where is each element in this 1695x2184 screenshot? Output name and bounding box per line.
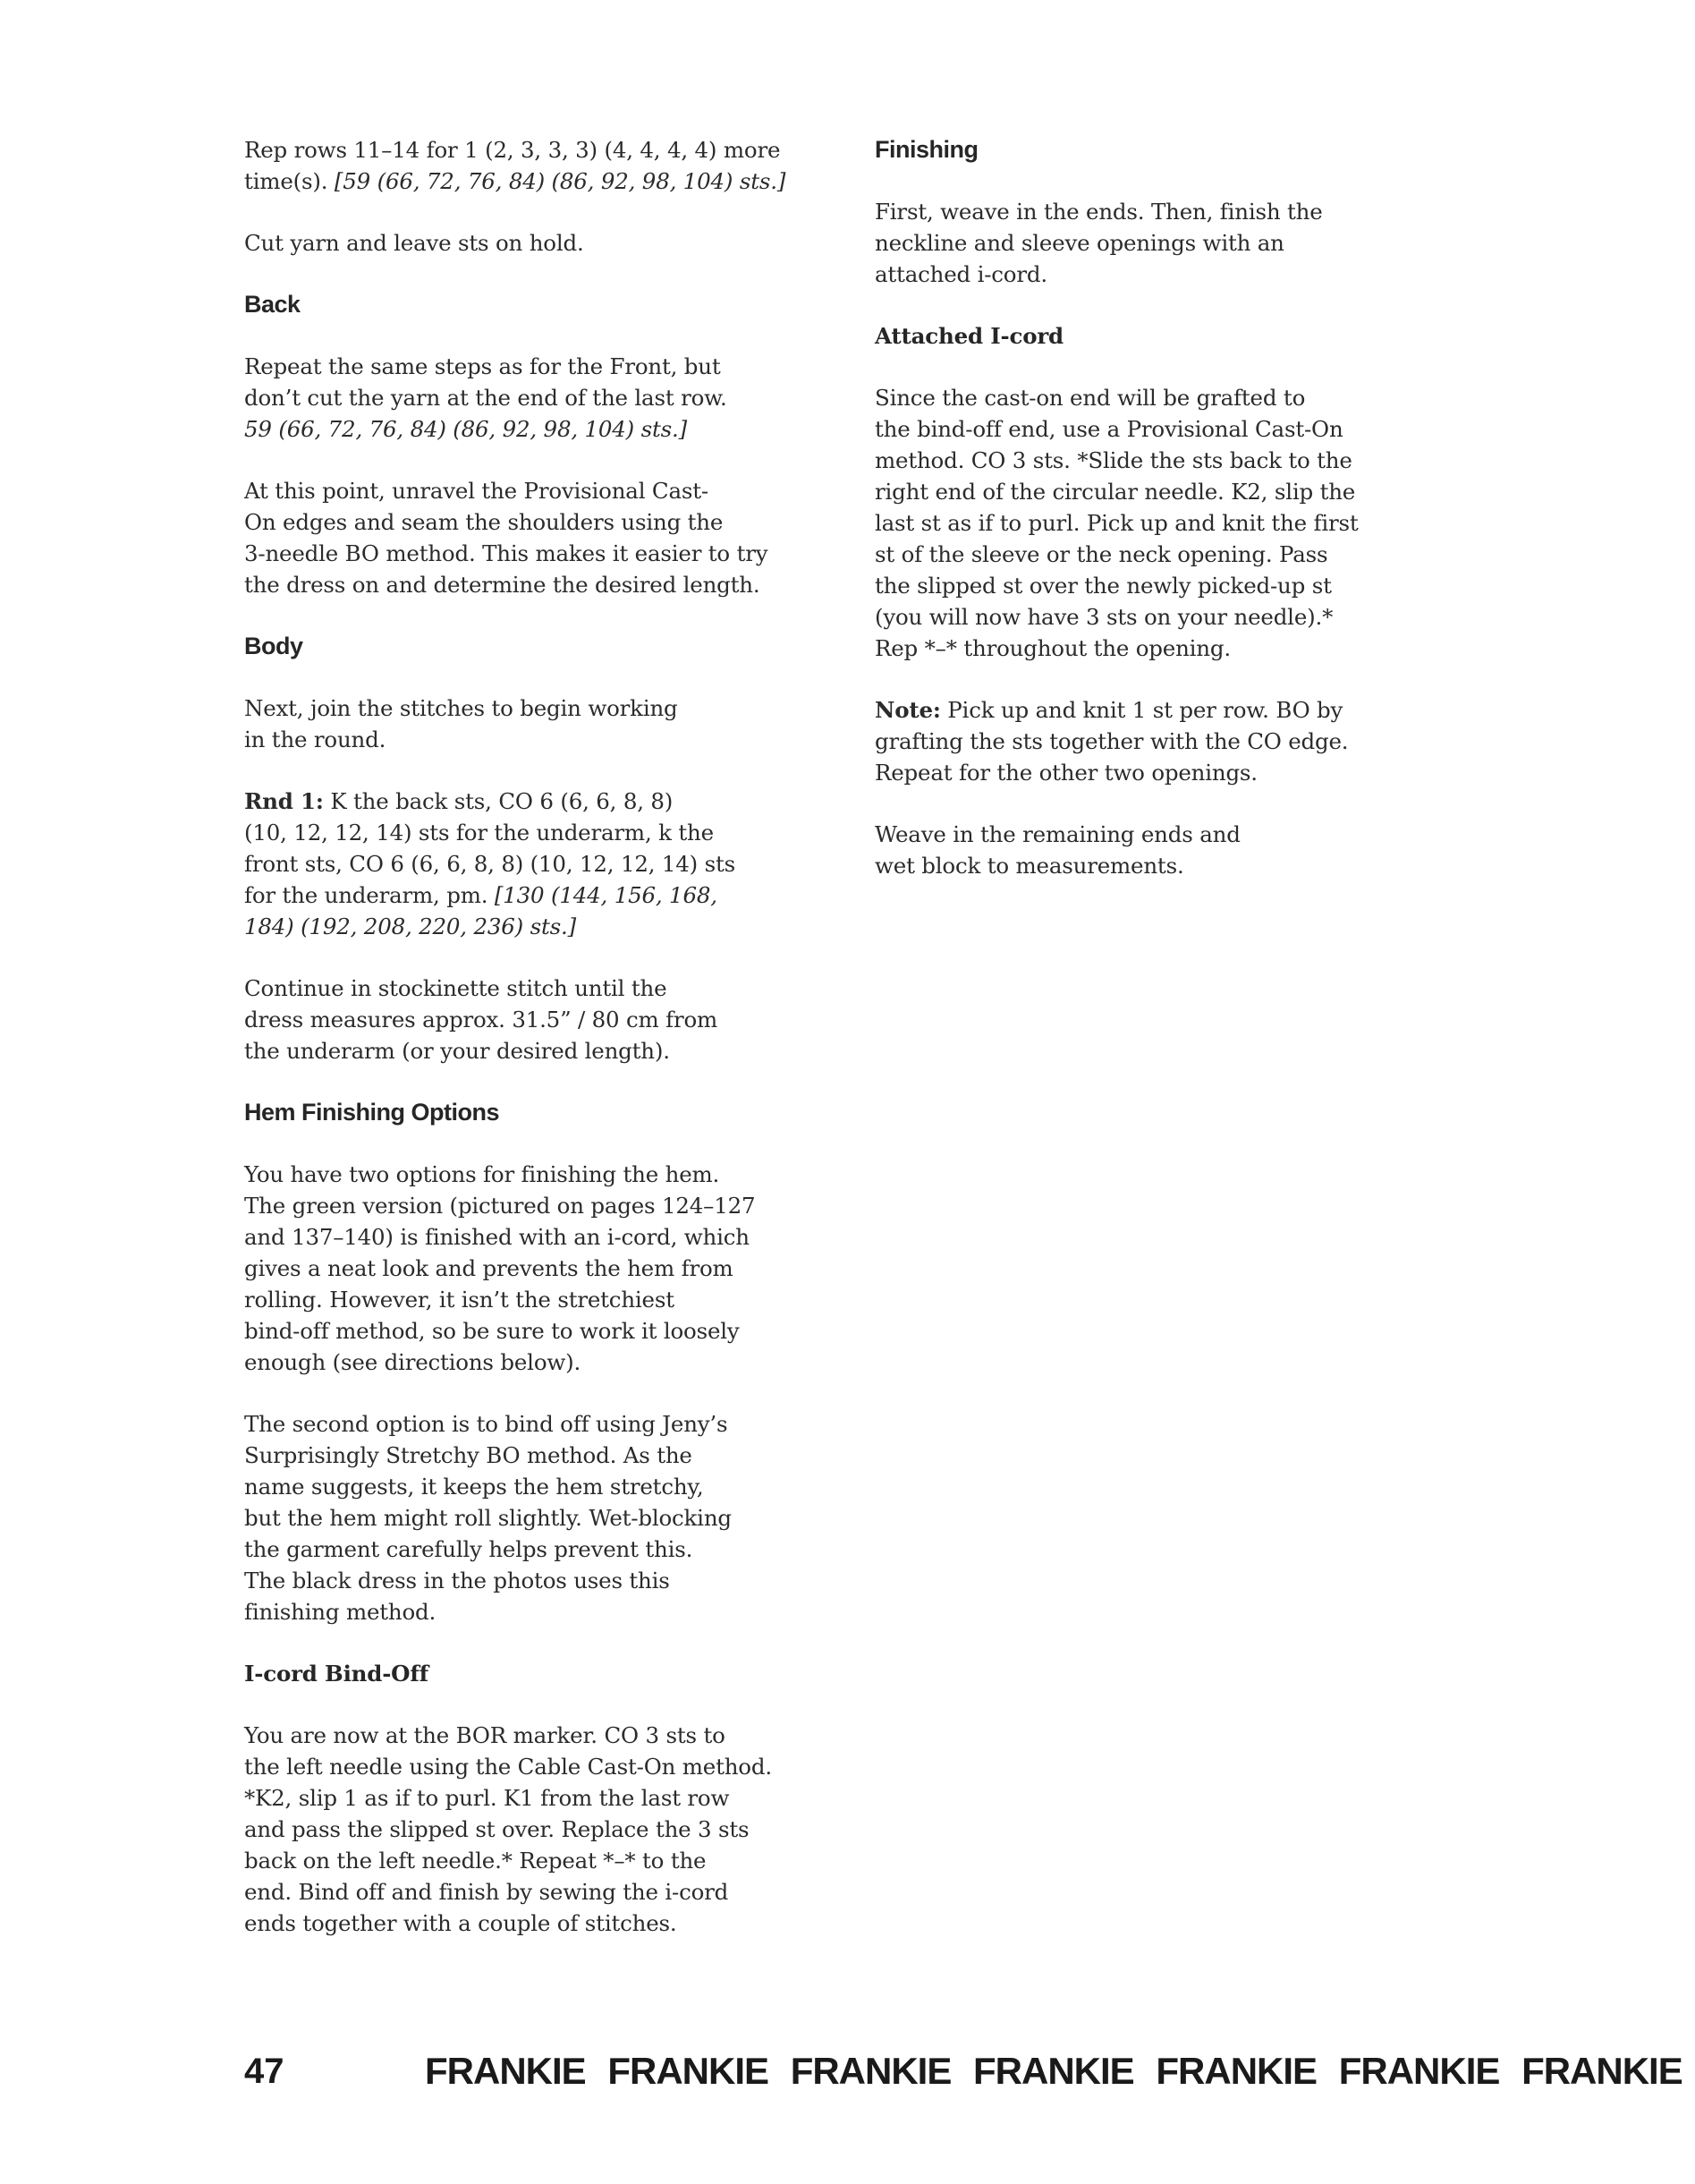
section-heading-body: Body	[244, 633, 303, 659]
note-label: Note:	[875, 697, 941, 723]
text-line: grafting the sts together with the CO edge.	[875, 728, 1349, 754]
stitch-count: 59 (66, 72, 76, 84) (86, 92, 98, 104) sts.]	[244, 416, 687, 442]
paragraph-rnd-1	[244, 786, 781, 942]
paragraph-weave-ends	[875, 196, 1411, 290]
text-line: (10, 12, 12, 14) sts for the underarm, k the	[244, 820, 714, 846]
text-line: Repeat for the other two openings.	[875, 760, 1258, 786]
text-line: You are now at the BOR marker. CO 3 sts to	[244, 1722, 725, 1748]
text-line: and pass the slipped st over. Replace the 3 sts	[244, 1816, 750, 1842]
text-line: Since the cast-on end will be grafted to	[875, 385, 1306, 411]
text-line: attached i-cord.	[875, 261, 1047, 287]
text-line: end. Bind off and finish by sewing the i-cord	[244, 1879, 729, 1905]
text-line: bind-off method, so be sure to work it loosely	[244, 1318, 740, 1344]
paragraph-unravel	[244, 475, 781, 600]
text-line: The black dress in the photos uses this	[244, 1568, 670, 1593]
paragraph-hem-options	[244, 1159, 781, 1378]
text-line	[244, 880, 781, 911]
paragraph-attached-icord	[875, 382, 1411, 664]
paragraph-stockinette	[244, 973, 781, 1067]
text-line: Cut yarn and leave sts on hold.	[244, 230, 584, 256]
text-line: name suggests, it keeps the hem stretchy,	[244, 1474, 704, 1500]
right-column	[875, 134, 1411, 912]
stitch-count: [59 (66, 72, 76, 84) (86, 92, 98, 104) sts.]	[334, 168, 786, 194]
text-line: First, weave in the ends. Then, finish the	[875, 199, 1323, 225]
text-fragment: for the underarm, pm.	[244, 882, 495, 908]
text-line: the left needle using the Cable Cast-On method.	[244, 1754, 772, 1780]
text-line: neckline and sleeve openings with an	[875, 230, 1284, 256]
brand-word: FRANKIE	[607, 2050, 769, 2092]
text-line: On edges and seam the shoulders using the	[244, 509, 724, 535]
text-line: Continue in stockinette stitch until the	[244, 975, 667, 1001]
text-line: Surprisingly Stretchy BO method. As the	[244, 1442, 692, 1468]
text-line	[244, 786, 781, 817]
text-line: Rep *–* throughout the opening.	[875, 635, 1231, 661]
text-line: back on the left needle.* Repeat *–* to the	[244, 1848, 707, 1874]
section-heading-back: Back	[244, 291, 301, 318]
brand-word: FRANKIE	[1338, 2050, 1500, 2092]
text-line: At this point, unravel the Provisional Cast-	[244, 478, 708, 504]
text-line: and 137–140) is finished with an i-cord, which	[244, 1224, 750, 1250]
text-line: the bind-off end, use a Provisional Cast-On	[875, 416, 1343, 442]
paragraph-rep-rows	[244, 134, 786, 197]
text-fragment: time(s).	[244, 168, 335, 194]
text-line: don’t cut the yarn at the end of the last row.	[244, 385, 727, 411]
text-line: Weave in the remaining ends and	[875, 821, 1241, 847]
stitch-count: 184) (192, 208, 220, 236) sts.]	[244, 914, 576, 939]
text-line: finishing method.	[244, 1599, 436, 1625]
text-line: 3-needle BO method. This makes it easier to try	[244, 540, 768, 566]
brand-word: FRANKIE	[1156, 2050, 1318, 2092]
stitch-count: [130 (144, 156, 168,	[494, 882, 717, 908]
text-line: The second option is to bind off using Jeny’s	[244, 1411, 728, 1437]
text-line: in the round.	[244, 727, 386, 752]
paragraph-back	[244, 351, 781, 445]
brand-word: FRANKIE	[973, 2050, 1134, 2092]
text-line	[244, 166, 786, 197]
paragraph-wet-block	[875, 819, 1411, 881]
subheading-icord-bind-off: I-cord Bind-Off	[244, 1661, 429, 1687]
text-line: last st as if to purl. Pick up and knit the first	[875, 510, 1359, 536]
paragraph-join	[244, 693, 781, 755]
text-line: Next, join the stitches to begin working	[244, 695, 678, 721]
text-line: the garment carefully helps prevent this.	[244, 1536, 693, 1562]
text-line: the underarm (or your desired length).	[244, 1038, 670, 1064]
text-line: wet block to measurements.	[875, 853, 1184, 879]
text-line: gives a neat look and prevents the hem from	[244, 1255, 733, 1281]
text-line: rolling. However, it isn’t the stretchiest	[244, 1287, 674, 1313]
text-fragment: Pick up and knit 1 st per row. BO by	[940, 697, 1343, 723]
brand-word: FRANKIE	[1521, 2050, 1682, 2092]
text-line: but the hem might roll slightly. Wet-blocking	[244, 1505, 732, 1531]
text-line: ends together with a couple of stitches.	[244, 1910, 677, 1936]
footer-brand-strip	[425, 2049, 1682, 2094]
text-line: the slipped st over the newly picked-up st	[875, 573, 1332, 599]
paragraph-cut-yarn	[244, 227, 781, 259]
page-number: 47	[244, 2052, 284, 2091]
text-line: method. CO 3 sts. *Slide the sts back to the	[875, 447, 1352, 473]
text-fragment: K the back sts, CO 6 (6, 6, 8, 8)	[323, 788, 674, 814]
paragraph-note	[875, 694, 1411, 788]
brand-word: FRANKIE	[790, 2050, 952, 2092]
paragraph-icord-bind-off	[244, 1720, 781, 1939]
text-line	[875, 694, 1411, 726]
text-line: Repeat the same steps as for the Front, but	[244, 353, 721, 379]
left-column	[244, 134, 786, 1969]
brand-word: FRANKIE	[425, 2050, 586, 2092]
text-line: Rep rows 11–14 for 1 (2, 3, 3, 3) (4, 4, 4, 4) more	[244, 137, 781, 163]
text-line: front sts, CO 6 (6, 6, 8, 8) (10, 12, 12, 14) sts	[244, 851, 736, 877]
text-line: You have two options for finishing the hem.	[244, 1161, 720, 1187]
section-heading-finishing: Finishing	[875, 136, 979, 163]
text-line: *K2, slip 1 as if to purl. K1 from the last row	[244, 1785, 730, 1811]
subheading-attached-icord: Attached I-cord	[875, 323, 1064, 349]
text-line: st of the sleeve or the neck opening. Pass	[875, 541, 1328, 567]
text-line: enough (see directions below).	[244, 1349, 581, 1375]
text-line: dress measures approx. 31.5” / 80 cm from	[244, 1007, 718, 1033]
section-heading-hem-finishing: Hem Finishing Options	[244, 1099, 499, 1126]
text-line: The green version (pictured on pages 124–127	[244, 1193, 756, 1219]
text-line: (you will now have 3 sts on your needle).*	[875, 604, 1334, 630]
text-line: right end of the circular needle. K2, slip the	[875, 479, 1356, 505]
text-line: the dress on and determine the desired length.	[244, 572, 760, 598]
paragraph-second-option	[244, 1408, 781, 1627]
round-label: Rnd 1:	[244, 788, 324, 814]
